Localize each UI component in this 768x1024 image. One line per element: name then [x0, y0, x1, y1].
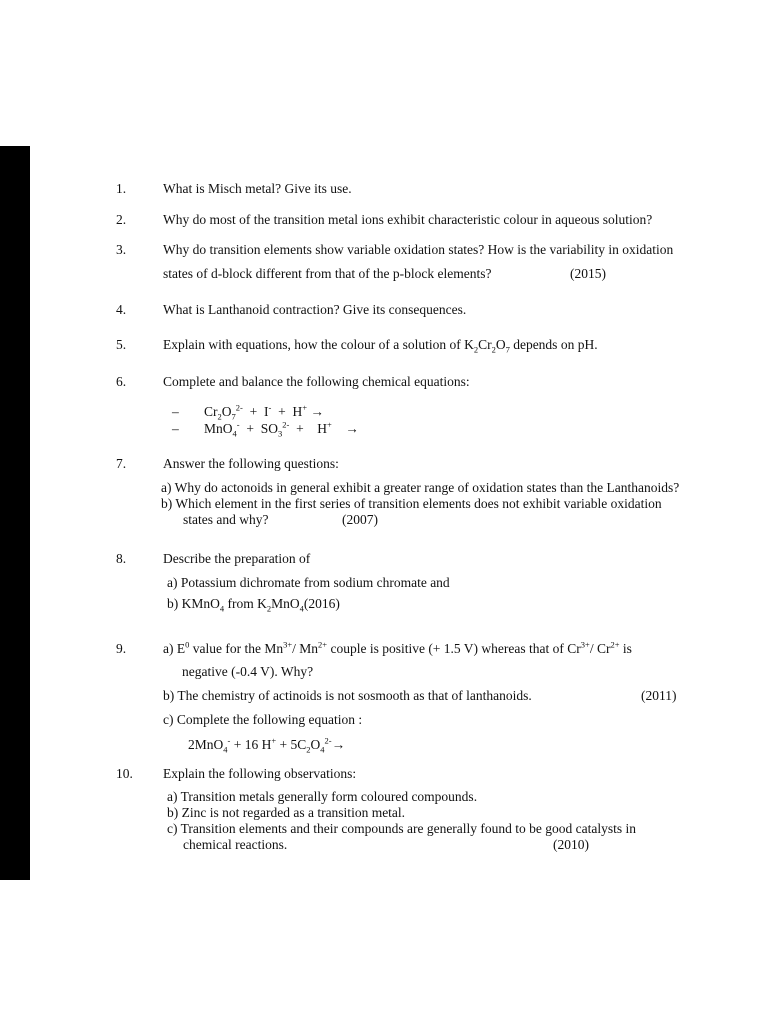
question-text: Answer the following questions: [163, 456, 339, 471]
question-year: (2007) [342, 512, 378, 527]
sub-question-a-line2: negative (-0.4 V). Why? [182, 664, 314, 679]
question-number: 4. [116, 302, 127, 317]
bullet: – [172, 421, 179, 436]
sub-question-a: a) Why do actonoids in general exhibit a greater range of oxidation states than the Lanthanoids? [161, 480, 680, 495]
question-text: Why do most of the transition metal ions exhibit characteristic colour in aqueous solution? [163, 212, 653, 227]
question-number: 10. [116, 766, 133, 781]
sub-question-b: b) Which element in the first series of transition elements does not exhibit variable oxidation [161, 496, 662, 511]
question-number: 1. [116, 181, 127, 196]
question-text: What is Lanthanoid contraction? Give its consequences. [163, 302, 467, 317]
sub-question-a: a) Potassium dichromate from sodium chromate and [167, 575, 450, 590]
question-text: What is Misch metal? Give its use. [163, 181, 352, 196]
question-number: 3. [116, 242, 127, 257]
question-text: Complete and balance the following chemical equations: [163, 374, 470, 389]
question-text-line2: states of d-block different from that of the p-block elements? [163, 266, 492, 281]
question-text: Describe the preparation of [163, 551, 311, 566]
question-year: (2010) [553, 837, 589, 852]
question-number: 7. [116, 456, 127, 471]
left-black-bar [0, 146, 30, 880]
sub-question-b: b) Zinc is not regarded as a transition metal. [167, 805, 406, 820]
sub-question-c-line2: chemical reactions. [183, 837, 288, 852]
sub-question-c: c) Transition elements and their compounds are generally found to be good catalysts in [167, 821, 637, 836]
bullet: – [172, 404, 179, 419]
sub-question-a: a) $E^0$ value for the $Mn^{3+}/$ $Mn^{2+}$ couple is positive (+ 1.5 V) whereas that of $Cr^{3+}/$ $Cr^{2+}$ is [163, 639, 632, 656]
question-year: (2015) [570, 266, 606, 281]
sub-question-a: a) Transition metals generally form coloured compounds. [167, 789, 478, 804]
equation-1: $Cr_2O_7^{2-} + I^- + H^+$ → [204, 402, 324, 422]
question-text: Why do transition elements show variable oxidation states? How is the variability in oxidation [163, 242, 674, 257]
question-number: 5. [116, 337, 127, 352]
question-year: (2011) [641, 688, 677, 703]
sub-question-c: c) Complete the following equation : [163, 712, 363, 727]
question-text: Explain the following observations: [163, 766, 357, 781]
question-number: 2. [116, 212, 127, 227]
sub-question-b-line2: states and why? [183, 512, 269, 527]
question-number: 9. [116, 641, 127, 656]
question-number: 8. [116, 551, 127, 566]
question-number: 6. [116, 374, 127, 389]
equation-2: $MnO_4^- + SO_3^{2-}$ + H+ → [204, 419, 359, 439]
sub-question-b: b) KMnO$_4$ from $K_2MnO_4(2016)$ [167, 596, 340, 614]
sub-question-b: b) The chemistry of actinoids is not sosmooth as that of lanthanoids. [163, 688, 532, 703]
equation-3: 2MnO$_4$- + 16 $H^+ + 5C_2O_4^{2-}\to$ [188, 735, 346, 755]
question-text: Explain with equations, how the colour of a solution of $K_2Cr_2O_7$ depends on pH. [163, 337, 598, 355]
